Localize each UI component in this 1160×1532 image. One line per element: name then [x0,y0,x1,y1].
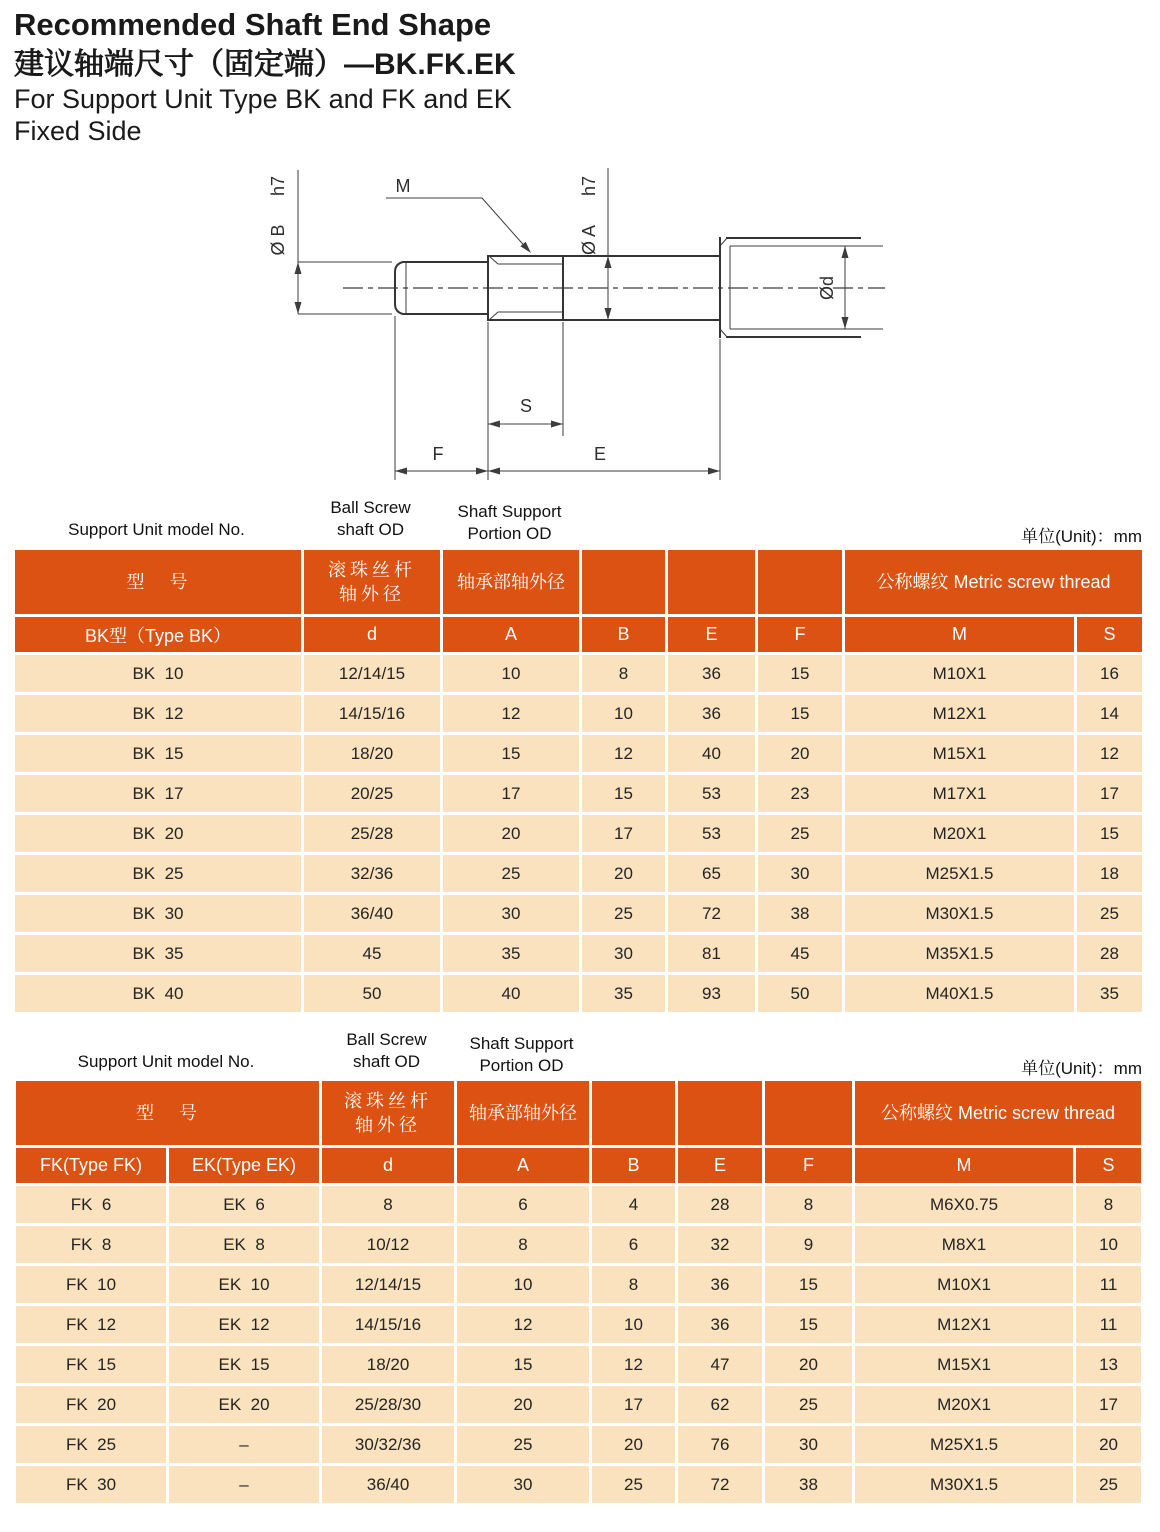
table-row [14,854,1144,894]
table-cell: BK 17 [14,774,303,814]
bk-header-ballscrew-line2: 轴外径 [339,584,405,604]
table-cell: 17 [1076,774,1144,814]
table-cell: 18/20 [303,734,442,774]
dia-d-label: Ød [817,275,837,301]
fk-col-m: M [854,1147,1075,1185]
table-cell: 15 [757,694,844,734]
table-cell: 14/15/16 [321,1305,456,1345]
table-cell: 25 [456,1425,591,1465]
table-row [14,974,1144,1014]
bk-col-model: BK型（Type BK） [14,616,303,654]
table-cell: 11 [1075,1265,1143,1305]
table-cell: 36 [677,1265,764,1305]
table-cell: M30X1.5 [844,894,1076,934]
fk-shaft-support-label [454,1033,589,1077]
table-cell: 8 [591,1265,677,1305]
table-cell: 12 [456,1305,591,1345]
table-cell: M20X1 [854,1385,1075,1425]
table-cell: 30 [764,1425,854,1465]
table-cell: M25X1.5 [854,1425,1075,1465]
table-cell: 10 [591,1305,677,1345]
table-cell: FK 30 [15,1465,168,1505]
table-row [15,1425,1143,1465]
bk-col-e: E [667,616,757,654]
table-cell: 15 [1076,814,1144,854]
fk-header-group-row [15,1080,1143,1147]
table-cell: EK 12 [168,1305,321,1345]
table-cell: M6X0.75 [854,1185,1075,1225]
table-cell: 15 [442,734,581,774]
bk-table [12,547,1145,1015]
table-cell: FK 20 [15,1385,168,1425]
table-cell: 72 [677,1465,764,1505]
table-cell: 20 [757,734,844,774]
table-cell: 23 [757,774,844,814]
table-row [14,654,1144,694]
table-cell: 15 [764,1265,854,1305]
table-cell: 30 [442,894,581,934]
table-cell: BK 15 [14,734,303,774]
table-cell: 50 [757,974,844,1014]
table-cell: BK 35 [14,934,303,974]
table-row [15,1465,1143,1505]
fk-header-thread-group: 公称螺纹 Metric screw thread [854,1080,1143,1147]
table-cell: 53 [667,814,757,854]
table-cell: BK 40 [14,974,303,1014]
fk-header-bearing-group: 轴承部轴外径 [456,1080,591,1147]
table-cell: BK 10 [14,654,303,694]
fk-col-f: F [764,1147,854,1185]
table-cell: 35 [1076,974,1144,1014]
dim-f-label: F [432,444,444,464]
table-cell: 25 [442,854,581,894]
fk-shaft-support-line2: Portion OD [479,1056,564,1075]
page-subtitle-1: For Support Unit Type BK and FK and EK [14,83,512,114]
tol-b-label: h7 [268,175,288,197]
table-cell: FK 10 [15,1265,168,1305]
table-cell: 20 [591,1425,677,1465]
fk-header-blank-b [591,1080,677,1147]
table-cell: M17X1 [844,774,1076,814]
fk-header-column-row [15,1147,1143,1185]
table-cell: 10 [442,654,581,694]
table-cell: – [168,1465,321,1505]
bk-col-a: A [442,616,581,654]
table-row [14,894,1144,934]
bk-col-s: S [1076,616,1144,654]
table-cell: 18 [1076,854,1144,894]
table-cell: 36 [667,694,757,734]
table-cell: 12/14/15 [321,1265,456,1305]
table-row [15,1345,1143,1385]
bk-ballscrew-od-line2: shaft OD [336,520,405,539]
table-cell: 11 [1075,1305,1143,1345]
fk-col-ek: EK(Type EK) [168,1147,321,1185]
fk-header-ballscrew-line2: 轴外径 [355,1115,422,1135]
bk-col-f: F [757,616,844,654]
fk-header-ballscrew-group [321,1080,456,1147]
table-cell: 20 [456,1385,591,1425]
bk-header-thread-group: 公称螺纹 Metric screw thread [844,549,1144,616]
table-cell: 10/12 [321,1225,456,1265]
dim-s-label: S [519,396,533,416]
fk-ballscrew-od-line1: Ball Screw [346,1030,427,1049]
fk-support-unit-label: Support Unit model No. [77,1052,255,1071]
table-cell: 10 [581,694,667,734]
tol-a-label: h7 [579,175,599,197]
table-cell: 13 [1075,1345,1143,1385]
bk-shaft-support-line1: Shaft Support [457,502,562,521]
fk-col-d: d [321,1147,456,1185]
table-cell: 8 [321,1185,456,1225]
table-cell: 18/20 [321,1345,456,1385]
table-cell: 20 [764,1345,854,1385]
table-cell: 25 [764,1385,854,1425]
bk-unit-note: 单位(Unit)：mm [1021,527,1142,546]
table-cell: 38 [757,894,844,934]
table-cell: EK 8 [168,1225,321,1265]
table-row [14,814,1144,854]
table-cell: 53 [667,774,757,814]
table-cell: 40 [667,734,757,774]
table-cell: M10X1 [844,654,1076,694]
dimension-lines [298,168,845,480]
bk-col-d: d [303,616,442,654]
table-cell: 12 [591,1345,677,1385]
bk-shaft-support-label [440,501,579,545]
table-cell: 93 [667,974,757,1014]
table-cell: 65 [667,854,757,894]
table-cell: BK 30 [14,894,303,934]
table-row [15,1385,1143,1425]
table-cell: 15 [581,774,667,814]
table-cell: 45 [757,934,844,974]
fk-col-e: E [677,1147,764,1185]
fk-col-s: S [1075,1147,1143,1185]
table-cell: 32/36 [303,854,442,894]
table-cell: EK 20 [168,1385,321,1425]
fk-col-fk: FK(Type FK) [15,1147,168,1185]
table-cell: 20/25 [303,774,442,814]
bk-header-model-group: 型 号 [14,549,303,616]
table-cell: M12X1 [844,694,1076,734]
bk-support-unit-label: Support Unit model No. [68,520,245,539]
fk-unit-note: 单位(Unit)：mm [1021,1059,1142,1078]
table-row [14,934,1144,974]
bk-header-blank-e [667,549,757,616]
table-cell: 25/28 [303,814,442,854]
table-cell: FK 8 [15,1225,168,1265]
shaft-end-drawing [0,140,1160,502]
bk-shaft-support-line2: Portion OD [467,524,552,543]
bk-col-m: M [844,616,1076,654]
table-cell: 4 [591,1185,677,1225]
table-cell: 12/14/15 [303,654,442,694]
table-row [15,1185,1143,1225]
bk-ballscrew-od-line1: Ball Screw [330,498,411,517]
table-cell: 36 [677,1305,764,1345]
table-cell: 36/40 [303,894,442,934]
table-cell: 16 [1076,654,1144,694]
table-cell: 12 [1076,734,1144,774]
fk-table-body [15,1185,1143,1505]
table-cell: 15 [764,1305,854,1345]
table-cell: M15X1 [854,1345,1075,1385]
table-cell: 17 [442,774,581,814]
table-cell: M40X1.5 [844,974,1076,1014]
fk-col-a: A [456,1147,591,1185]
table-cell: 12 [581,734,667,774]
table-cell: 6 [591,1225,677,1265]
table-cell: 10 [456,1265,591,1305]
fk-table [13,1078,1144,1506]
table-cell: 25 [757,814,844,854]
table-cell: 62 [677,1385,764,1425]
table-cell: M10X1 [854,1265,1075,1305]
dia-b-label: Ø B [268,224,288,256]
table-cell: 14 [1076,694,1144,734]
dimension-arrows [295,242,849,475]
table-cell: 8 [581,654,667,694]
bk-header-ballscrew-group [303,549,442,616]
bk-header-ballscrew-line1: 滚珠丝杆 [328,560,416,580]
table-cell: 17 [1075,1385,1143,1425]
bk-header-blank-b [581,549,667,616]
table-cell: 20 [1075,1425,1143,1465]
table-cell: FK 15 [15,1345,168,1385]
table-cell: 76 [677,1425,764,1465]
bk-col-b: B [581,616,667,654]
page-title-cn: 建议轴端尺寸（固定端）—BK.FK.EK [14,47,516,81]
bk-ballscrew-od-label [301,497,440,541]
table-cell: 35 [442,934,581,974]
table-cell: 36 [667,654,757,694]
table-cell: M25X1.5 [844,854,1076,894]
table-row [15,1225,1143,1265]
table-cell: M15X1 [844,734,1076,774]
table-cell: 20 [442,814,581,854]
table-cell: 8 [764,1185,854,1225]
fk-ballscrew-od-line2: shaft OD [352,1052,421,1071]
title-block [14,6,516,147]
table-cell: 45 [303,934,442,974]
bk-header-group-row [14,549,1144,616]
table-cell: BK 20 [14,814,303,854]
table-cell: 8 [1075,1185,1143,1225]
table-cell: 47 [677,1345,764,1385]
table-cell: FK 12 [15,1305,168,1345]
table-cell: 50 [303,974,442,1014]
table-row [15,1265,1143,1305]
fk-header-blank-e [677,1080,764,1147]
table-cell: 32 [677,1225,764,1265]
table-row [15,1305,1143,1345]
bk-table-body [14,654,1144,1014]
fk-header-ballscrew-line1: 滚珠丝杆 [344,1091,433,1111]
table-cell: 30 [456,1465,591,1505]
table-row [14,774,1144,814]
table-cell: EK 15 [168,1345,321,1385]
table-cell: 10 [1075,1225,1143,1265]
table-cell: 35 [581,974,667,1014]
bk-header-bearing-group: 轴承部轴外径 [442,549,581,616]
table-row [14,694,1144,734]
page-title-en: Recommended Shaft End Shape [14,7,492,42]
table-cell: M8X1 [854,1225,1075,1265]
table-cell: 25 [1075,1465,1143,1505]
table-cell: BK 12 [14,694,303,734]
bk-header-blank-f [757,549,844,616]
table-cell: M30X1.5 [854,1465,1075,1505]
table-cell: 25 [581,894,667,934]
table-cell: 25 [1076,894,1144,934]
table-cell: 6 [456,1185,591,1225]
table-cell: 72 [667,894,757,934]
table-cell: 15 [757,654,844,694]
table-cell: 81 [667,934,757,974]
table-cell: EK 6 [168,1185,321,1225]
table-cell: M20X1 [844,814,1076,854]
page-subtitle-2: Fixed Side [14,115,142,146]
table-cell: FK 25 [15,1425,168,1465]
table-cell: FK 6 [15,1185,168,1225]
table-cell: EK 10 [168,1265,321,1305]
table-cell: 30 [581,934,667,974]
table-cell: 8 [456,1225,591,1265]
fk-col-b: B [591,1147,677,1185]
fk-header-model-group: 型 号 [15,1080,321,1147]
table-cell: 38 [764,1465,854,1505]
bk-header-column-row [14,616,1144,654]
thread-label: M [395,176,411,196]
fk-shaft-support-line1: Shaft Support [469,1034,574,1053]
fk-ballscrew-od-label [319,1029,454,1073]
table-cell: 25 [591,1465,677,1505]
table-cell: 17 [581,814,667,854]
table-row [14,734,1144,774]
fk-header-blank-f [764,1080,854,1147]
dia-a-label: Ø A [579,224,599,256]
table-cell: BK 25 [14,854,303,894]
table-cell: 30 [757,854,844,894]
table-cell: 36/40 [321,1465,456,1505]
table-cell: – [168,1425,321,1465]
table-cell: 9 [764,1225,854,1265]
table-cell: 40 [442,974,581,1014]
table-cell: 17 [591,1385,677,1425]
table-cell: 28 [677,1185,764,1225]
table-cell: 30/32/36 [321,1425,456,1465]
table-cell: M35X1.5 [844,934,1076,974]
table-cell: M12X1 [854,1305,1075,1345]
table-cell: 15 [456,1345,591,1385]
dim-e-label: E [593,444,607,464]
table-cell: 14/15/16 [303,694,442,734]
table-cell: 25/28/30 [321,1385,456,1425]
table-cell: 28 [1076,934,1144,974]
table-cell: 12 [442,694,581,734]
table-cell: 20 [581,854,667,894]
